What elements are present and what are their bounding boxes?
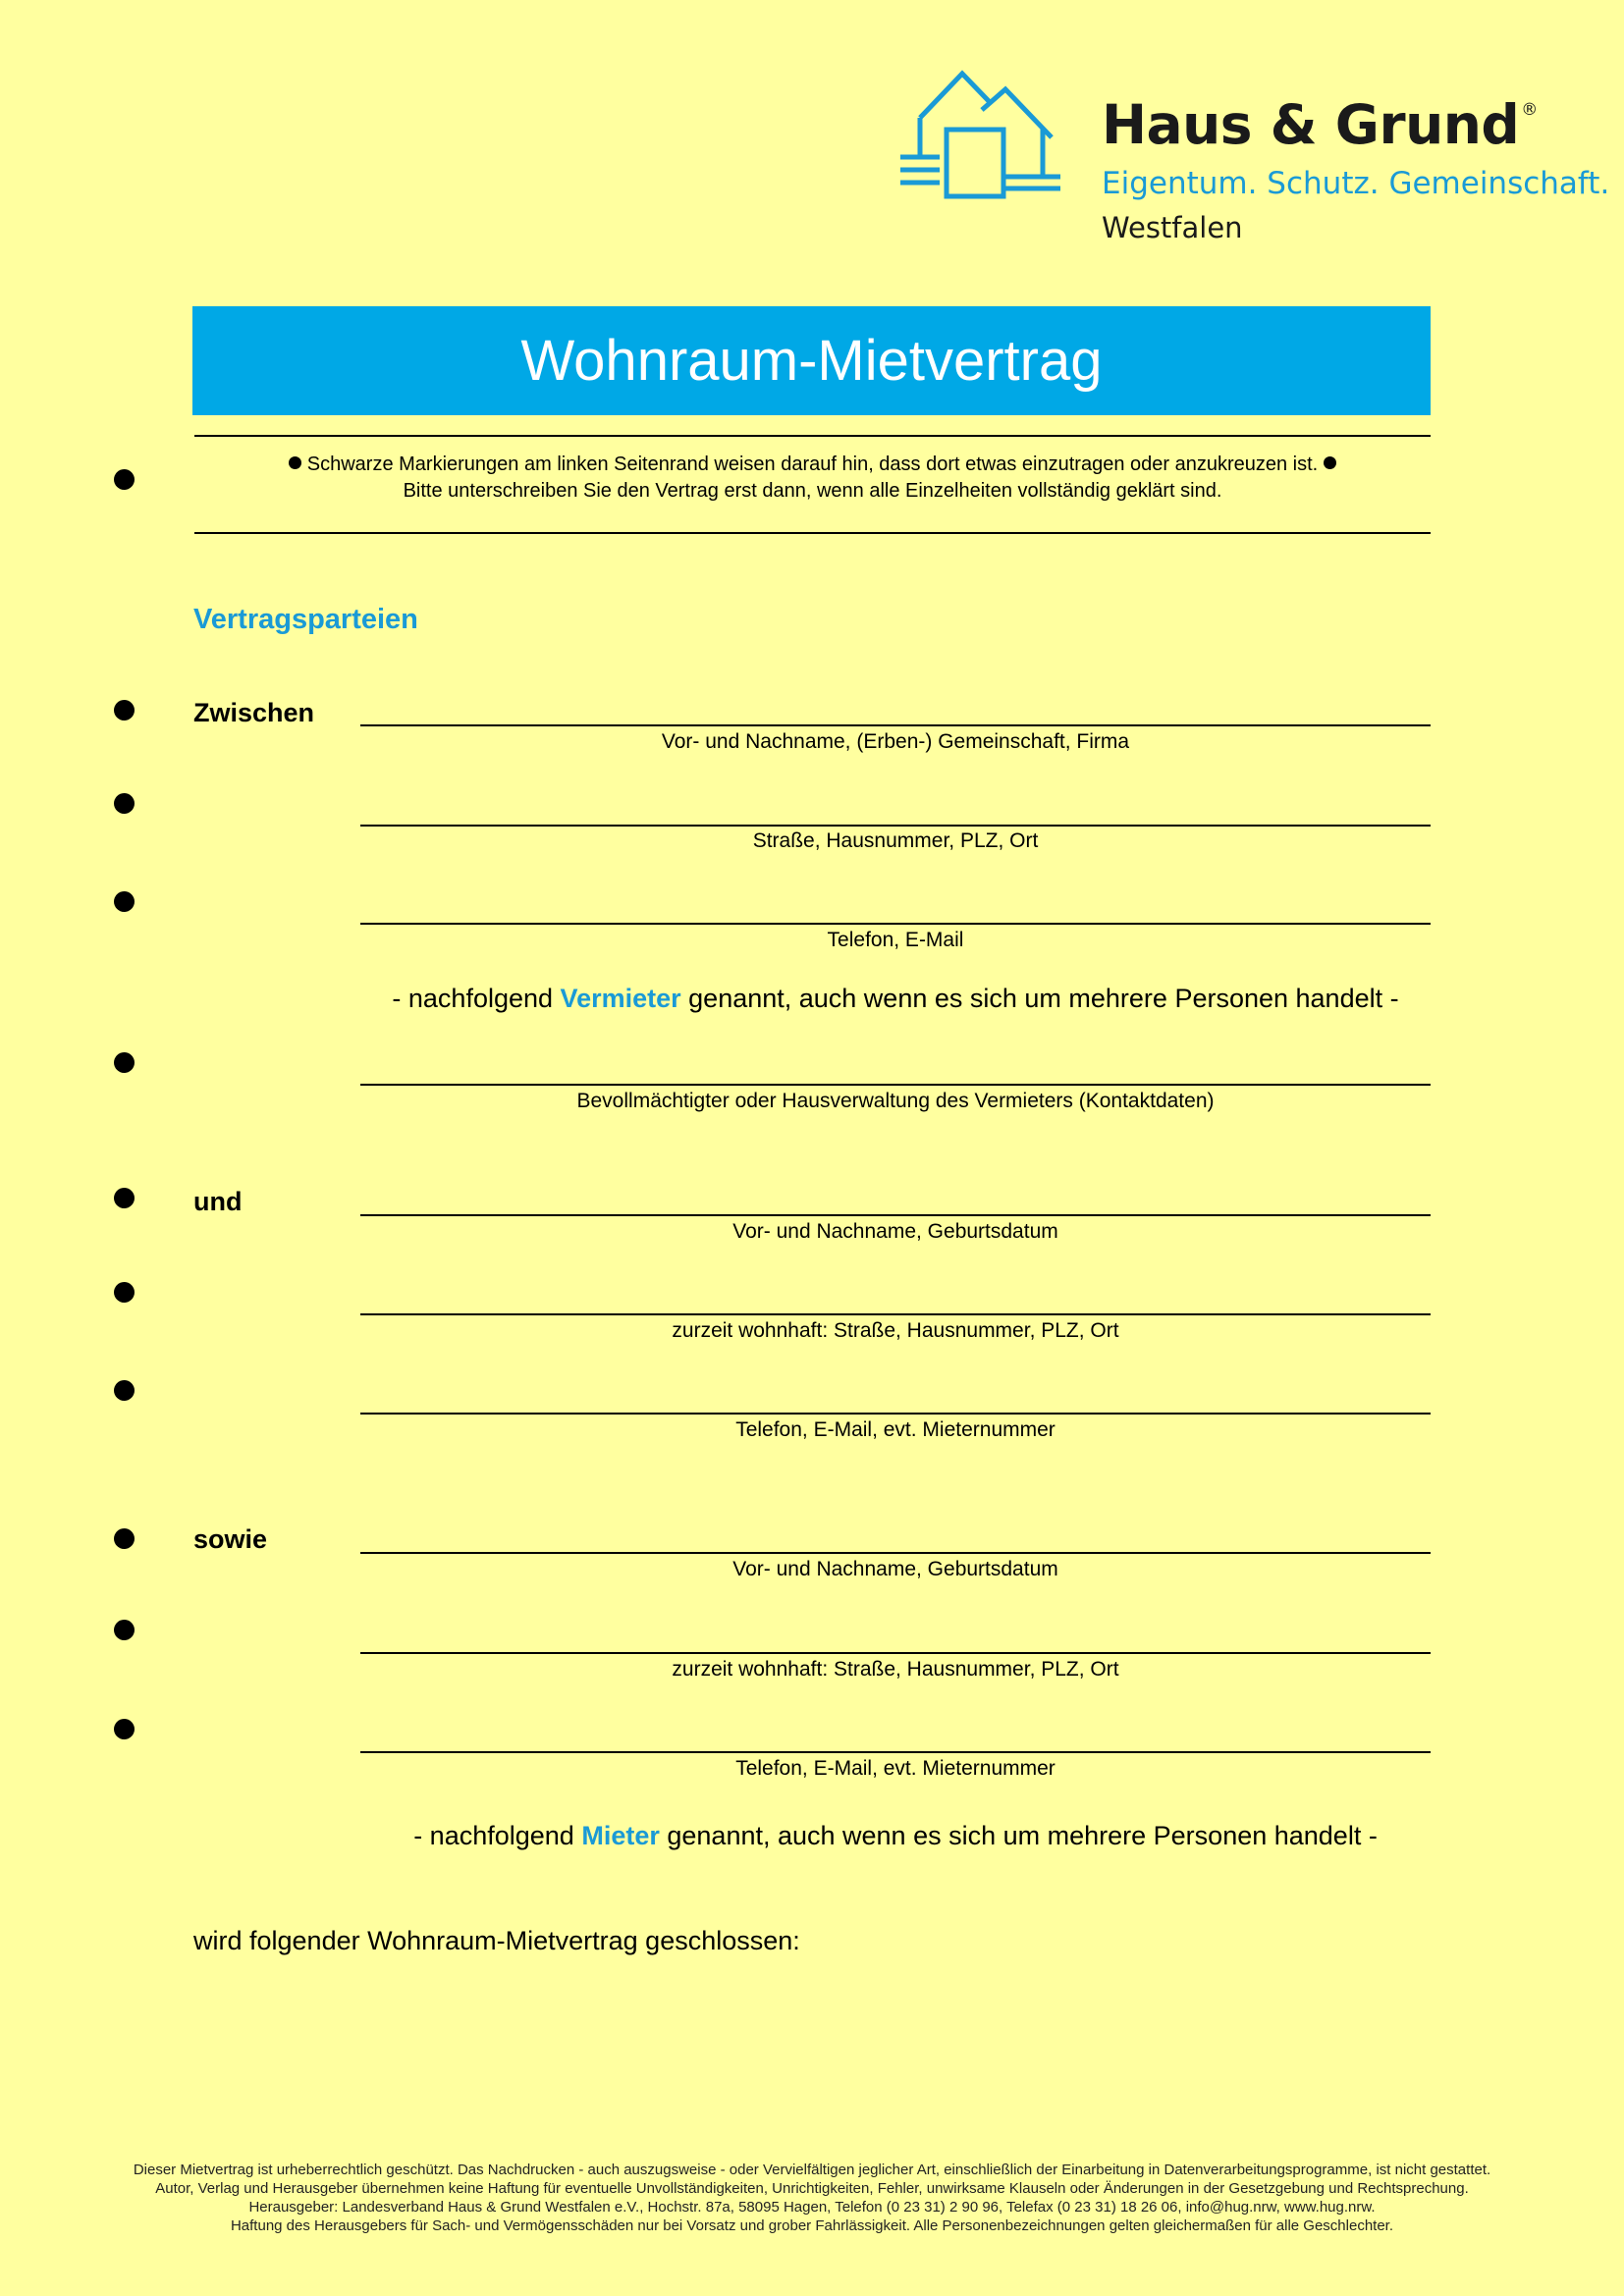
fill-marker <box>114 1528 135 1549</box>
house-logo-icon <box>895 69 1062 201</box>
fill-marker <box>114 793 135 814</box>
role-mieter: Mieter <box>581 1821 660 1850</box>
fill-marker <box>114 700 135 721</box>
notice-dot-icon <box>1324 456 1336 469</box>
landlord-agent-line[interactable] <box>360 1084 1431 1086</box>
tenant2-name-line[interactable] <box>360 1552 1431 1554</box>
section-heading: Vertragsparteien <box>193 604 418 635</box>
landlord-name-line[interactable] <box>360 724 1431 726</box>
field-caption: zurzeit wohnhaft: Straße, Hausnummer, PLZ, Ort <box>672 1319 1119 1342</box>
landlord-designation: - nachfolgend Vermieter genannt, auch wenn es sich um mehrere Personen handelt - <box>392 984 1399 1013</box>
field-caption: Telefon, E-Mail, evt. Mieternummer <box>735 1757 1056 1780</box>
brand-region: Westfalen <box>1102 211 1243 244</box>
notice-dot-icon <box>289 456 301 469</box>
tenant2-contact-line[interactable] <box>360 1751 1431 1753</box>
fill-marker <box>114 469 135 490</box>
role-vermieter: Vermieter <box>560 984 681 1013</box>
field-caption: Vor- und Nachname, (Erben-) Gemeinschaft, Firma <box>661 730 1130 753</box>
party-label-vermieter: Zwischen <box>193 698 315 727</box>
party-label-mieter2: sowie <box>193 1524 268 1554</box>
fill-marker <box>114 1380 135 1401</box>
registered-mark: ® <box>1521 100 1538 120</box>
fill-marker <box>114 891 135 912</box>
notice-line-2: Bitte unterschreiben Sie den Vertrag erst dann, wenn alle Einzelheiten vollständig geklärt sind. <box>403 480 1222 502</box>
fill-marker <box>114 1620 135 1640</box>
field-caption: Bevollmächtigter oder Hausverwaltung des Vermieters (Kontaktdaten) <box>576 1090 1215 1112</box>
fill-marker <box>114 1052 135 1073</box>
fill-marker <box>114 1188 135 1208</box>
fill-marker <box>114 1719 135 1739</box>
closing-sentence: wird folgender Wohnraum-Mietvertrag geschlossen: <box>193 1926 800 1955</box>
field-caption: zurzeit wohnhaft: Straße, Hausnummer, PLZ, Ort <box>672 1658 1119 1681</box>
footer-line: Autor, Verlag und Herausgeber übernehmen keine Haftung für eventuelle Unvollständigkeiten, Unrichtigkeiten, Fehler, unwirksame Klauseln oder Änderungen in der Gesetzgebung und Rechtsprechung. <box>155 2180 1469 2197</box>
tenant1-name-line[interactable] <box>360 1214 1431 1216</box>
fill-marker <box>114 1282 135 1303</box>
title-banner <box>192 306 1431 415</box>
tenant1-address-line[interactable] <box>360 1313 1431 1315</box>
notice-bottom-rule <box>194 532 1431 534</box>
tenant2-address-line[interactable] <box>360 1652 1431 1654</box>
footer-line: Herausgeber: Landesverband Haus & Grund Westfalen e.V., Hochstr. 87a, 58095 Hagen, Telefon (0 23 31) 2 90 96, Telefax (0 23 31) 18 26 06, info@hug.nrw, www.hug.nrw. <box>248 2199 1376 2216</box>
field-caption: Vor- und Nachname, Geburtsdatum <box>732 1220 1058 1243</box>
brand-tagline: Eigentum. Schutz. Gemeinschaft. <box>1102 166 1610 201</box>
party-label-mieter1: und <box>193 1187 243 1216</box>
footer-line: Haftung des Herausgebers für Sach- und Vermögensschäden nur bei Vorsatz und grober Fahrlässigkeit. Alle Personenbezeichnungen gelten gleichermaßen für alle Geschlechter. <box>230 2217 1394 2234</box>
footer-line: Dieser Mietvertrag ist urheberrechtlich geschützt. Das Nachdrucken - auch auszugsweise - oder Vervielfältigen jeglicher Art, einschließlich der Einarbeitung in Datenverarbeitungsprogramme, ist nicht gestattet. <box>133 2162 1491 2178</box>
notice-line-1: Schwarze Markierungen am linken Seitenrand weisen darauf hin, dass dort etwas einzutragen oder anzukreuzen ist. <box>194 454 1431 474</box>
field-caption: Telefon, E-Mail, evt. Mieternummer <box>735 1418 1056 1441</box>
field-caption: Vor- und Nachname, Geburtsdatum <box>732 1558 1058 1580</box>
landlord-address-line[interactable] <box>360 825 1431 827</box>
page-title: Wohnraum-Mietvertrag <box>520 328 1103 393</box>
tenant1-contact-line[interactable] <box>360 1413 1431 1415</box>
brand-name: Haus & Grund ® <box>1102 93 1538 156</box>
notice-top-rule <box>194 435 1431 437</box>
field-caption: Telefon, E-Mail <box>827 929 964 951</box>
tenant-designation: - nachfolgend Mieter genannt, auch wenn es sich um mehrere Personen handelt - <box>413 1821 1378 1850</box>
landlord-contact-line[interactable] <box>360 923 1431 925</box>
field-caption: Straße, Hausnummer, PLZ, Ort <box>752 829 1039 852</box>
